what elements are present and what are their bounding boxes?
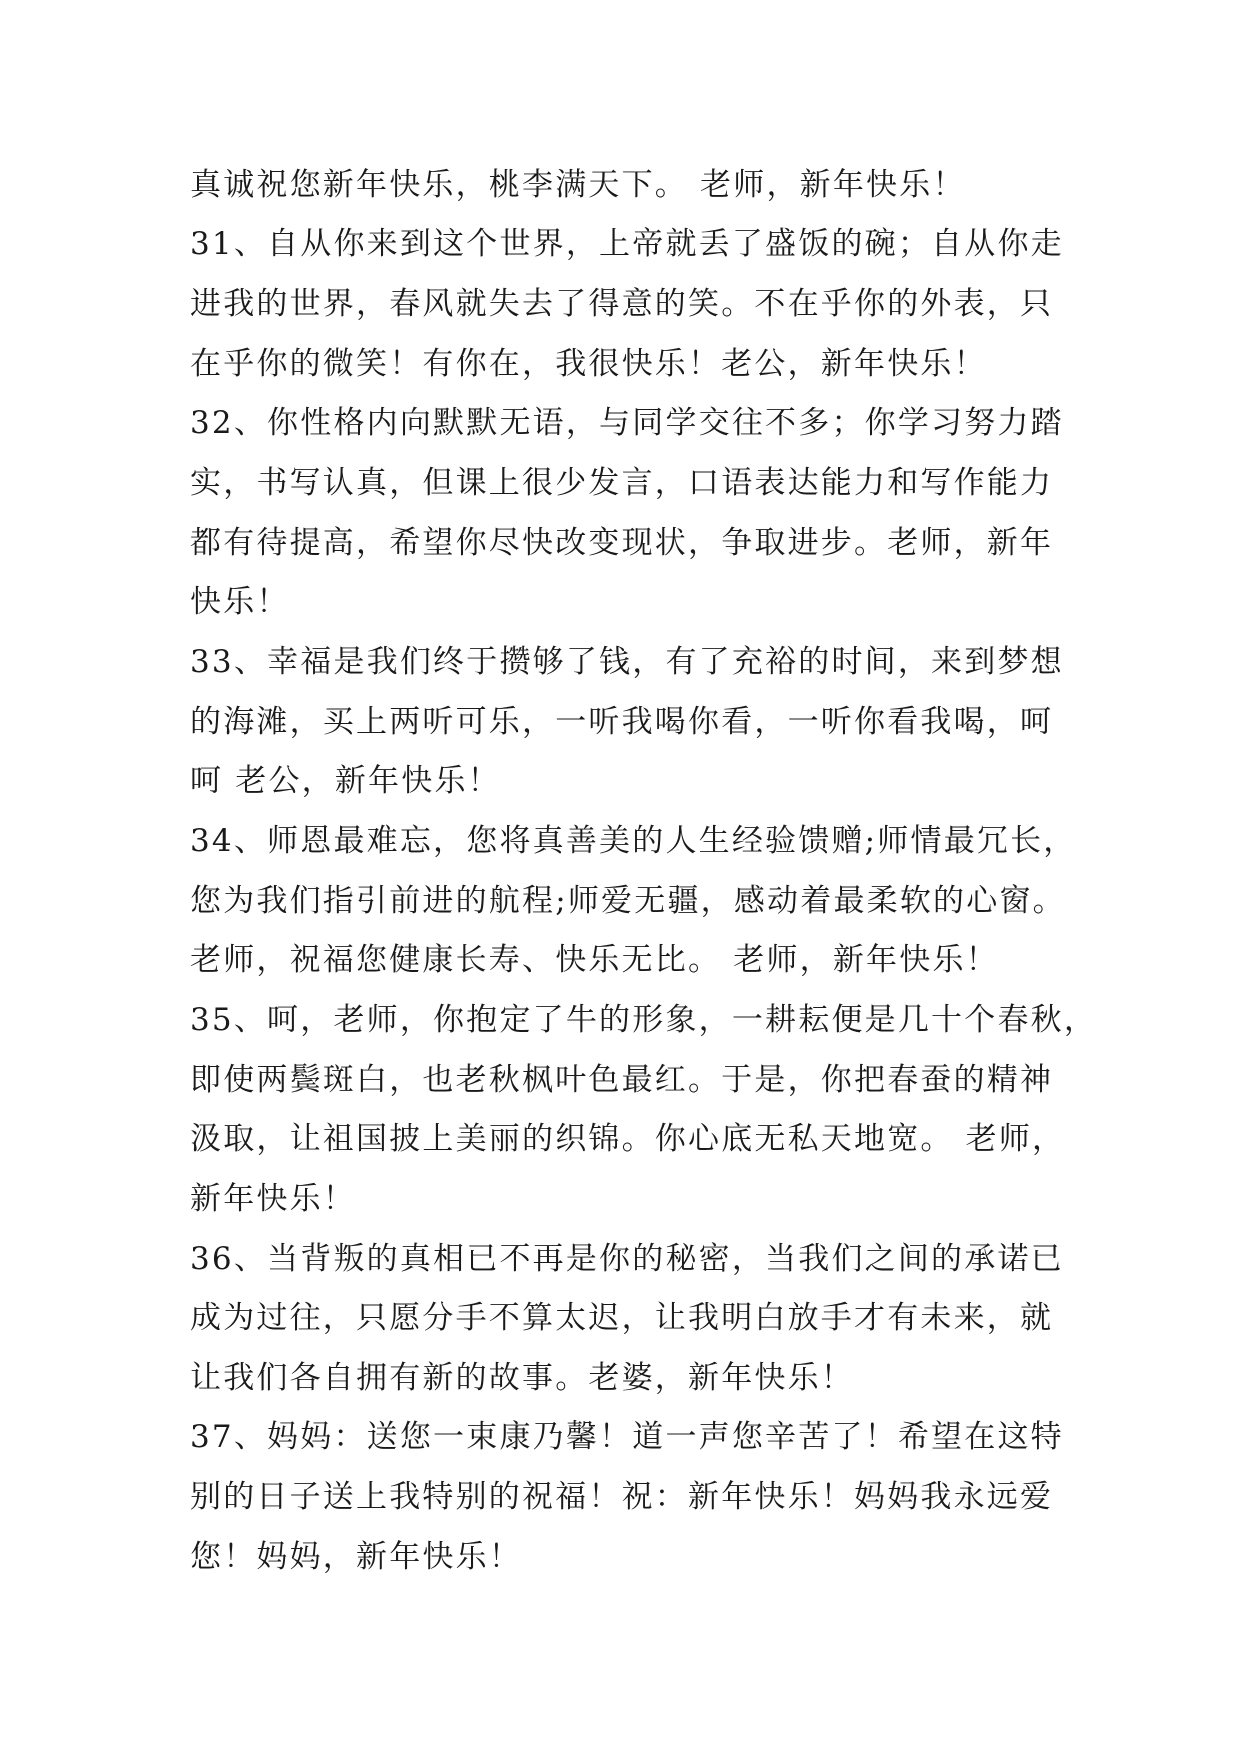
text-line: 新年快乐！ <box>190 1181 356 1217</box>
text-line: 成为过往，只愿分手不算太迟，让我明白放手才有未来，就 <box>190 1300 1054 1336</box>
text-line: 别的日子送上我特别的祝福！祝：新年快乐！妈妈我永远爱 <box>190 1479 1054 1515</box>
text-line: 真诚祝您新年快乐，桃李满天下。 老师，新年快乐！ <box>190 167 966 203</box>
text-line: 的海滩，买上两听可乐，一听我喝你看，一听你看我喝，呵 <box>190 704 1054 740</box>
text-line: 让我们各自拥有新的故事。老婆，新年快乐！ <box>190 1360 854 1396</box>
text-line: 35、呵，老师，你抱定了牛的形象，一耕耘便是几十个春秋， <box>190 1002 1098 1038</box>
text-line: 31、自从你来到这个世界，上帝就丢了盛饭的碗；自从你走 <box>190 226 1064 262</box>
text-line: 37、妈妈：送您一束康乃馨！道一声您辛苦了！希望在这特 <box>190 1419 1064 1455</box>
text-line: 进我的世界，春风就失去了得意的笑。不在乎你的外表，只 <box>190 286 1054 322</box>
text-line: 您为我们指引前进的航程;师爱无疆，感动着最柔软的心窗。 <box>190 883 1066 919</box>
text-line: 实，书写认真，但课上很少发言，口语表达能力和写作能力 <box>190 465 1054 501</box>
text-line: 33、幸福是我们终于攒够了钱，有了充裕的时间，来到梦想 <box>190 644 1064 680</box>
text-line: 老师，祝福您健康长寿、快乐无比。 老师，新年快乐！ <box>190 942 999 978</box>
text-line: 快乐！ <box>190 584 290 620</box>
text-line: 汲取，让祖国披上美丽的织锦。你心底无私天地宽。 老师， <box>190 1121 1066 1157</box>
text-line: 都有待提高，希望你尽快改变现状，争取进步。老师，新年 <box>190 525 1054 561</box>
text-line: 在乎你的微笑！有你在，我很快乐！老公，新年快乐！ <box>190 346 987 382</box>
text-line: 36、当背叛的真相已不再是你的秘密，当我们之间的承诺已 <box>190 1241 1064 1277</box>
text-line: 您！妈妈，新年快乐！ <box>190 1539 522 1575</box>
text-line: 即使两鬓斑白，也老秋枫叶色最红。于是，你把春蚕的精神 <box>190 1062 1054 1098</box>
text-line: 32、你性格内向默默无语，与同学交往不多；你学习努力踏 <box>190 405 1064 441</box>
text-line: 呵 老公，新年快乐！ <box>190 763 501 799</box>
text-line: 34、师恩最难忘，您将真善美的人生经验馈赠;师情最冗长， <box>190 823 1077 859</box>
